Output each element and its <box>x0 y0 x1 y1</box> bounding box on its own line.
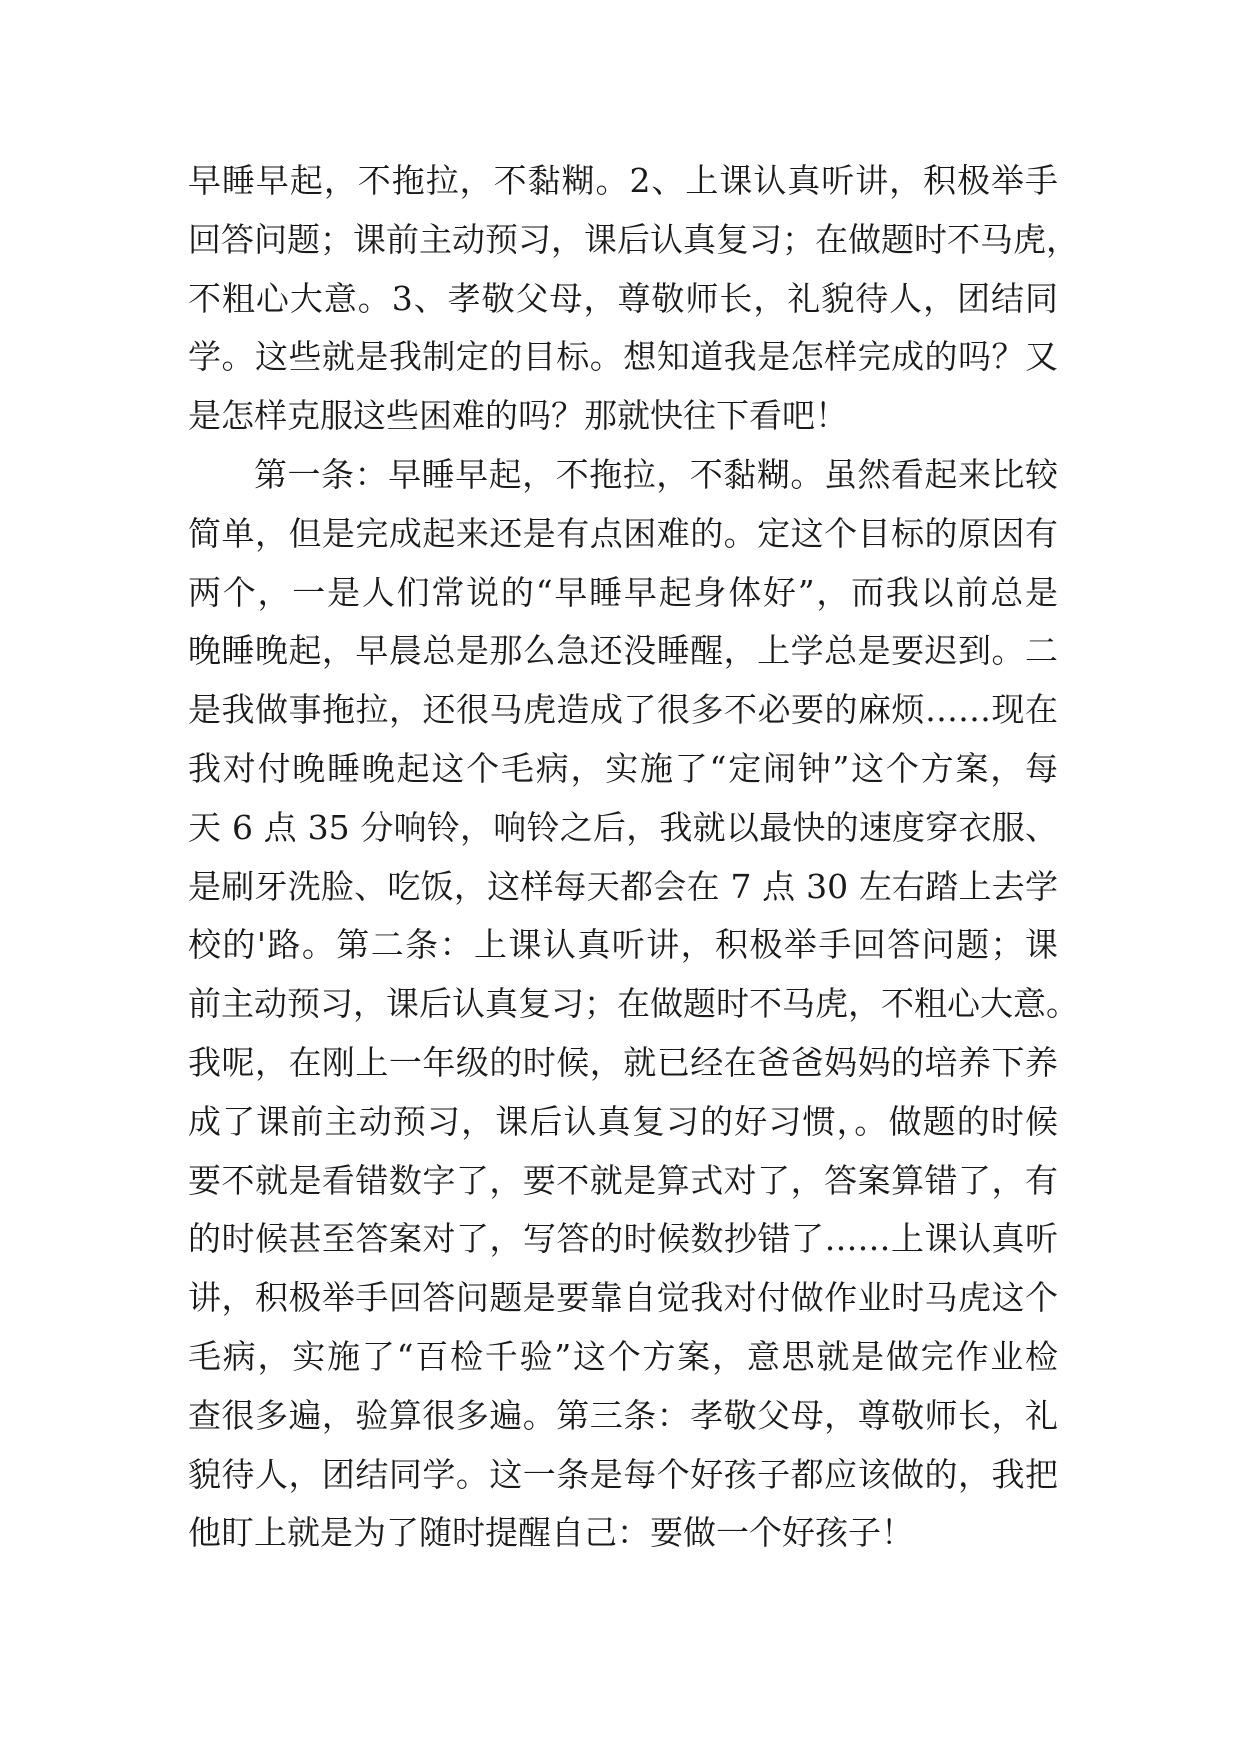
text-line: 两个，一是人们常说的“早睡早起身体好”，而我以前总是 <box>188 572 1058 612</box>
text-line: 成了课前主动预习，课后认真复习的好习惯，。做题的时候 <box>188 1101 1058 1141</box>
text-line: 是怎样克服这些困难的吗？那就快往下看吧！ <box>188 396 848 436</box>
text-line: 毛病，实施了“百检千验”这个方案，意思就是做完作业检 <box>188 1336 1058 1376</box>
text-line: 第一条：早睡早起，不拖拉，不黏糊。虽然看起来比较 <box>254 454 1058 494</box>
text-line: 貌待人，团结同学。这一条是每个好孩子都应该做的，我把 <box>188 1454 1058 1494</box>
text-line: 要不就是看错数字了，要不就是算式对了，答案算错了，有 <box>188 1160 1058 1200</box>
text-line: 回答问题；课前主动预习，课后认真复习；在做题时不马虎， <box>188 219 1079 259</box>
text-line: 我对付晚睡晚起这个毛病，实施了“定闹钟”这个方案，每 <box>188 748 1058 788</box>
text-line: 是刷牙洗脸、吃饭，这样每天都会在 7 点 30 左右踏上去学 <box>188 866 1058 906</box>
text-line: 前主动预习，课后认真复习；在做题时不马虎，不粗心大意。 <box>188 984 1079 1024</box>
paragraph-2 <box>188 446 1079 1563</box>
text-line: 讲，积极举手回答问题是要靠自觉我对付做作业时马虎这个 <box>188 1278 1058 1318</box>
text-line: 的时候甚至答案对了，写答的时候数抄错了……上课认真听 <box>188 1219 1058 1259</box>
text-line: 不粗心大意。3、孝敬父母，尊敬师长，礼貌待人，团结同 <box>188 278 1058 318</box>
text-line: 晚睡晚起，早晨总是那么急还没睡醒，上学总是要迟到。二 <box>188 631 1058 671</box>
text-line: 查很多遍，验算很多遍。第三条：孝敬父母，尊敬师长，礼 <box>188 1395 1058 1435</box>
text-line: 学。这些就是我制定的目标。想知道我是怎样完成的吗？又 <box>188 337 1058 377</box>
paragraph-1 <box>188 152 1079 446</box>
text-line: 我呢，在刚上一年级的时候，就已经在爸爸妈妈的培养下养 <box>188 1042 1058 1082</box>
text-line: 早睡早起，不拖拉，不黏糊。2、上课认真听讲，积极举手 <box>188 161 1058 200</box>
text-line: 是我做事拖拉，还很马虎造成了很多不必要的麻烦……现在 <box>188 690 1058 730</box>
text-line: 校的'路。第二条：上课认真听讲，积极举手回答问题；课 <box>188 925 1058 965</box>
text-line: 简单，但是完成起来还是有点困难的。定这个目标的原因有 <box>188 513 1058 553</box>
document-body <box>188 152 1079 1563</box>
text-line: 天 6 点 35 分响铃，响铃之后，我就以最快的速度穿衣服、 <box>188 807 1058 847</box>
text-line: 他盯上就是为了随时提醒自己：要做一个好孩子！ <box>188 1513 914 1553</box>
